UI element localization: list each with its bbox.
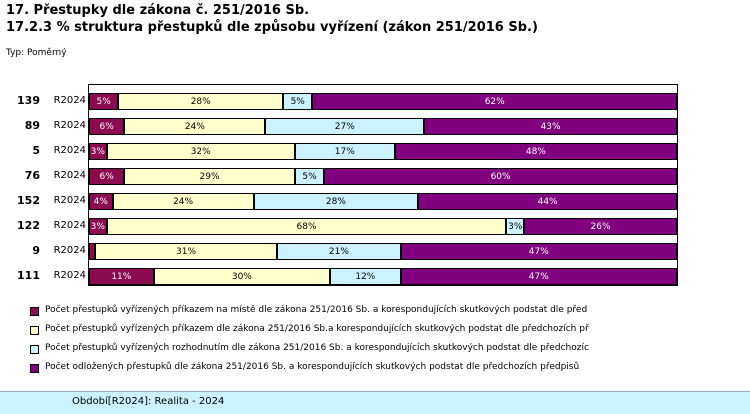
category-code: 139 (17, 94, 40, 107)
bar-row (89, 118, 677, 135)
bar-segment-label: 30% (231, 271, 252, 282)
bar-segment-label: 5% (96, 96, 111, 107)
period-label: R2024 (53, 195, 86, 206)
bar-segment-label: 21% (328, 246, 349, 257)
bar-segment-label: 3% (508, 221, 523, 232)
category-code: 122 (17, 219, 40, 232)
footer-period-note: Období[R2024]: Realita - 2024 (72, 396, 225, 407)
legend-item[interactable] (30, 361, 746, 380)
bar-row (89, 168, 677, 185)
bar-segment[interactable] (107, 218, 507, 235)
category-label (0, 88, 88, 113)
bar-segment-label: 5% (302, 171, 317, 182)
bar-segment-label: 29% (199, 171, 220, 182)
type-label: Typ: Poměrný (6, 48, 67, 58)
bar-segment-label: 47% (528, 246, 549, 257)
legend-swatch-icon (30, 345, 39, 354)
bar-segment-label: 47% (528, 271, 549, 282)
bar-segment-label: 3% (90, 146, 105, 157)
bar-segment[interactable] (277, 243, 400, 260)
legend-label: Počet přestupků vyřízených příkazem dle zákona 251/2016 Sb.a korespondujících skutkových podstat dle předchozích př (45, 324, 589, 334)
bar-segment-label: 12% (355, 271, 376, 282)
legend-item[interactable] (30, 304, 746, 323)
bar-segment[interactable] (424, 118, 677, 135)
category-label (0, 238, 88, 263)
chart-plot-area (88, 84, 678, 286)
legend-label: Počet odložených přestupků dle zákona 251/2016 Sb. a korespondujících skutkových podstat dle předchozích předpisů (45, 362, 580, 372)
period-label: R2024 (53, 245, 86, 256)
bar-segment-label: 43% (540, 121, 561, 132)
legend-label: Počet přestupků vyřízených rozhodnutím dle zákona 251/2016 Sb. a korespondujících skutkových podstat dle předchozíc (45, 343, 589, 353)
bar-segment[interactable] (283, 93, 312, 110)
bar-segment[interactable] (506, 218, 524, 235)
legend-swatch-icon (30, 307, 39, 316)
bar-segment[interactable] (124, 118, 265, 135)
category-code: 89 (24, 119, 40, 132)
category-label (0, 263, 88, 288)
bar-segment-label: 28% (190, 96, 211, 107)
bar-segment[interactable] (118, 93, 283, 110)
bar-segment-label: 31% (176, 246, 197, 257)
legend-swatch-icon (30, 326, 39, 335)
bar-segment[interactable] (89, 168, 124, 185)
category-label (0, 113, 88, 138)
chart-header (6, 2, 746, 36)
bar-segment-label: 68% (296, 221, 317, 232)
category-label (0, 213, 88, 238)
bar-row (89, 143, 677, 160)
footer-bar (0, 391, 750, 414)
category-label (0, 138, 88, 163)
bar-segment-label: 27% (334, 121, 355, 132)
chart-title: 17.2.3 % struktura přestupků dle způsobu vyřízení (zákon 251/2016 Sb.) (6, 20, 538, 35)
bar-segment-label: 28% (325, 196, 346, 207)
bar-segment[interactable] (95, 243, 277, 260)
bar-segment[interactable] (401, 268, 677, 285)
period-label: R2024 (53, 95, 86, 106)
bar-segment-label: 44% (537, 196, 558, 207)
legend-swatch-icon (30, 364, 39, 373)
bar-segment[interactable] (107, 143, 295, 160)
period-label: R2024 (53, 145, 86, 156)
bar-segment-label: 24% (184, 121, 205, 132)
bar-segment[interactable] (295, 168, 324, 185)
category-label (0, 163, 88, 188)
bar-segment[interactable] (154, 268, 330, 285)
bar-segment[interactable] (124, 168, 295, 185)
bar-segment-label: 6% (99, 171, 114, 182)
bar-segment[interactable] (89, 118, 124, 135)
bar-segment[interactable] (312, 93, 677, 110)
bar-segment-label: 48% (525, 146, 546, 157)
period-label: R2024 (53, 120, 86, 131)
period-label: R2024 (53, 170, 86, 181)
bar-segment[interactable] (89, 268, 154, 285)
category-code: 152 (17, 194, 40, 207)
bar-segment-label: 3% (90, 221, 105, 232)
bar-segment-label: 5% (290, 96, 305, 107)
category-axis-labels (0, 84, 88, 286)
chart-legend (30, 304, 746, 380)
bar-segment[interactable] (295, 143, 395, 160)
bar-segment-label: 24% (173, 196, 194, 207)
bar-segment-label: 32% (190, 146, 211, 157)
bar-segment[interactable] (89, 218, 107, 235)
bar-segment-label: 60% (490, 171, 511, 182)
bar-segment-label: 4% (93, 196, 108, 207)
bar-segment[interactable] (265, 118, 424, 135)
legend-label: Počet přestupků vyřízených příkazem na místě dle zákona 251/2016 Sb. a korespondujících skutkových podstat dle před (45, 305, 588, 315)
bar-row (89, 268, 677, 285)
bar-segment-label: 6% (99, 121, 114, 132)
bar-segment[interactable] (89, 93, 118, 110)
bar-segment-label: 11% (111, 271, 132, 282)
legend-item[interactable] (30, 323, 746, 342)
bar-row (89, 218, 677, 235)
bar-segment[interactable] (524, 218, 677, 235)
category-code: 111 (17, 269, 40, 282)
bar-row (89, 243, 677, 260)
bar-segment[interactable] (254, 193, 419, 210)
bar-segment-label: 17% (334, 146, 355, 157)
bar-row (89, 93, 677, 110)
period-label: R2024 (53, 270, 86, 281)
category-label (0, 188, 88, 213)
page-title: 17. Přestupky dle zákona č. 251/2016 Sb. (6, 3, 310, 18)
bar-segment[interactable] (401, 243, 677, 260)
bar-segment[interactable] (395, 143, 677, 160)
bar-segment[interactable] (89, 143, 107, 160)
bar-segment[interactable] (324, 168, 677, 185)
category-code: 76 (24, 169, 40, 182)
bar-row (89, 193, 677, 210)
bar-segment[interactable] (418, 193, 677, 210)
bar-segment-label: 62% (484, 96, 505, 107)
legend-item[interactable] (30, 342, 746, 361)
category-code: 5 (32, 144, 40, 157)
bar-segment[interactable] (113, 193, 254, 210)
period-label: R2024 (53, 220, 86, 231)
bar-segment[interactable] (89, 193, 113, 210)
bar-segment[interactable] (330, 268, 401, 285)
bar-segment-label: 26% (590, 221, 611, 232)
category-code: 9 (32, 244, 40, 257)
